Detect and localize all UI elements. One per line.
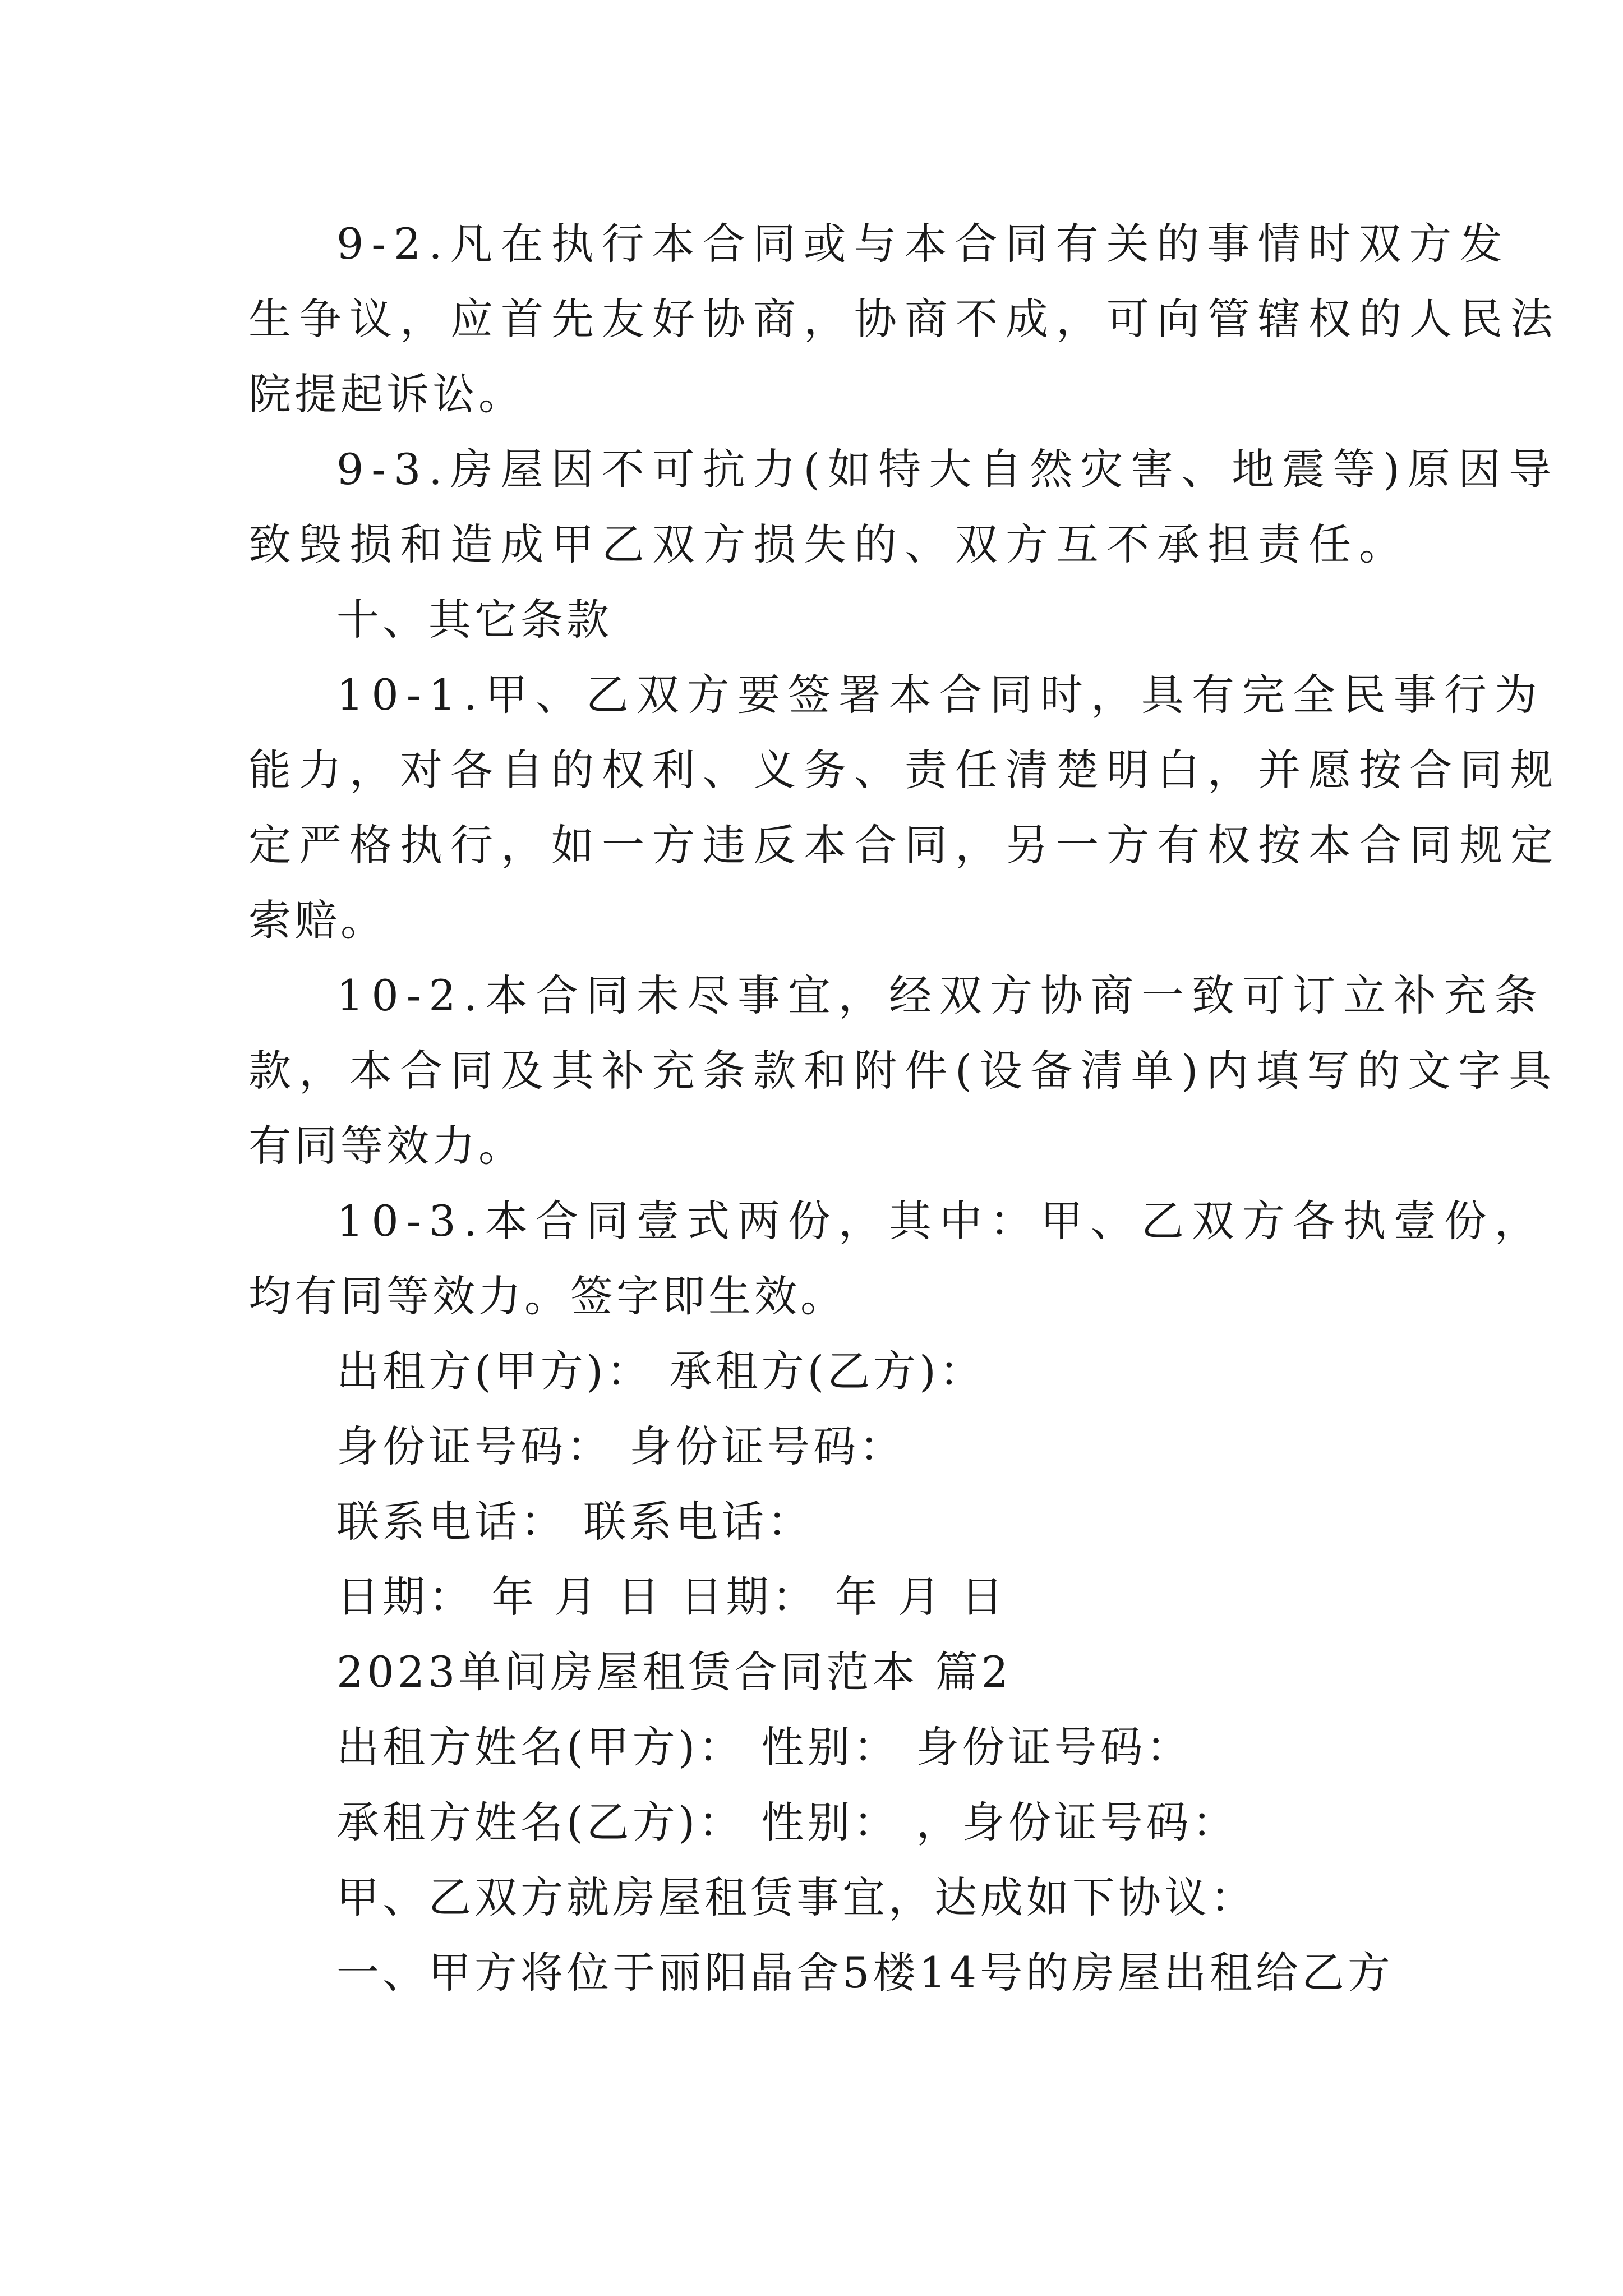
paragraph-9-2-line-2: 生争议，应首先友好协商，协商不成，可向管辖权的人民法 xyxy=(248,294,1561,344)
section-title-piece-2: 2023单间房屋租赁合同范本 篇2 xyxy=(336,1647,1012,1697)
signature-phone-line: 联系电话： 联系电话： xyxy=(336,1497,814,1547)
paragraph-10-2-line-2: 款，本合同及其补充条款和附件(设备清单)内填写的文字具 xyxy=(248,1046,1560,1096)
paragraph-10-1-line-2: 能力，对各自的权利、义务、责任清楚明白，并愿按合同规 xyxy=(248,745,1561,795)
lessee-info-line: 承租方姓名(乙方)： 性别： ，身份证号码： xyxy=(336,1797,1238,1847)
paragraph-9-2-line-1: 9-2.凡在执行本合同或与本合同有关的事情时双方发 xyxy=(336,219,1510,269)
paragraph-10-1-line-4: 索赔。 xyxy=(248,895,386,945)
agreement-intro-line: 甲、乙双方就房屋租赁事宜，达成如下协议： xyxy=(336,1872,1256,1922)
clause-1-line-1: 一、甲方将位于丽阳晶舍5楼14号的房屋出租给乙方 xyxy=(336,1948,1394,1998)
section-heading-other-terms: 十、其它条款 xyxy=(336,595,612,645)
paragraph-10-1-line-3: 定严格执行，如一方违反本合同，另一方有权按本合同规定 xyxy=(248,820,1561,870)
signature-parties-line: 出租方(甲方)： 承租方(乙方)： xyxy=(336,1346,985,1396)
paragraph-9-3-line-1: 9-3.房屋因不可抗力(如特大自然灾害、地震等)原因导 xyxy=(336,444,1559,494)
paragraph-9-3-line-2: 致毁损和造成甲乙双方损失的、双方互不承担责任。 xyxy=(248,519,1409,569)
signature-date-line: 日期： 年 月 日 日期： 年 月 日 xyxy=(336,1572,1007,1622)
paragraph-10-2-line-1: 10-2.本合同未尽事宜，经双方协商一致可订立补充条 xyxy=(336,970,1545,1020)
paragraph-10-1-line-1: 10-1.甲、乙双方要签署本合同时，具有完全民事行为 xyxy=(336,670,1545,720)
paragraph-10-2-line-3: 有同等效力。 xyxy=(248,1121,524,1171)
paragraph-10-3-line-1: 10-3.本合同壹式两份，其中：甲、乙双方各执壹份， xyxy=(336,1196,1545,1246)
paragraph-10-3-line-2: 均有同等效力。签字即生效。 xyxy=(248,1271,846,1321)
paragraph-9-2-line-3: 院提起诉讼。 xyxy=(248,369,524,419)
lessor-info-line: 出租方姓名(甲方)： 性别： 身份证号码： xyxy=(336,1722,1192,1772)
signature-id-number-line: 身份证号码： 身份证号码： xyxy=(336,1421,906,1471)
